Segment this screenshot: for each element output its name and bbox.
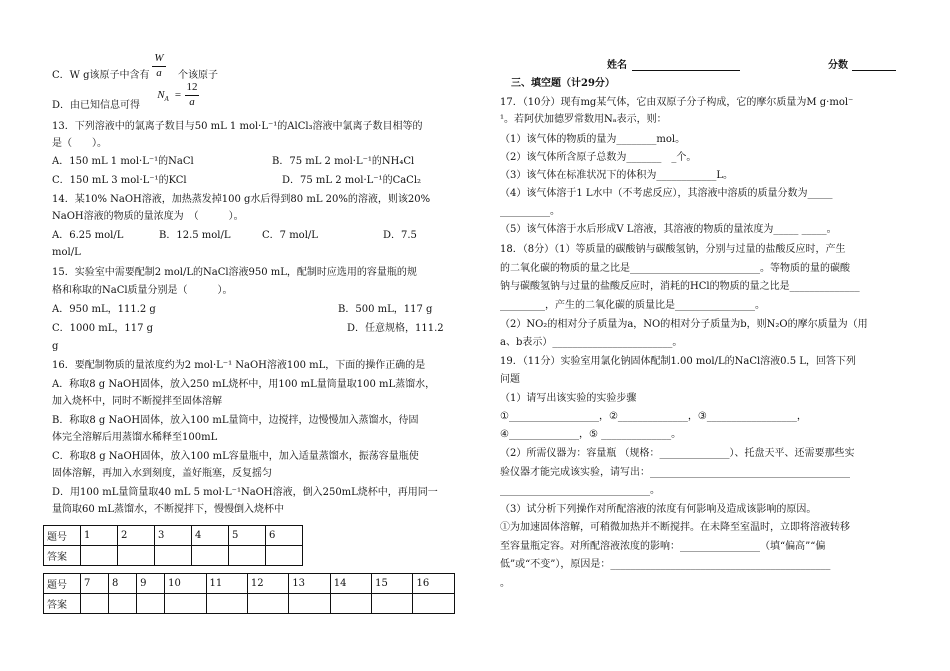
- answer-cell[interactable]: [81, 594, 109, 614]
- q17-sub5: （5）该气体溶于水后形成V L溶液，其溶液的物质的量浓度为_____ _____。: [500, 224, 837, 235]
- q13-option-c: C．150 mL 3 mol·L⁻¹的KCl: [52, 175, 187, 186]
- q19-sub3-line2: 至容量瓶定容。对所配溶液浓度的影响：________________（填“偏高”“偏: [500, 541, 826, 552]
- option-c-prefix: C．W g该原子中含有: [52, 70, 150, 81]
- table-cell: 5: [229, 526, 266, 546]
- q18-line6: a、b表示）________________________。: [500, 337, 683, 348]
- q19-sub3-line1: ①为加速固体溶解，可稍微加热并不断搅拌。在未降至室温时，立即将溶液转移: [500, 522, 850, 533]
- q14-line2: NaOH溶液的物质的量浓度为 （ ）。: [52, 211, 244, 222]
- table-cell: 12: [247, 574, 288, 594]
- q16-option-a1: A．称取8 g NaOH固体，放入250 mL烧杯中，用100 mL量筒量取100 mL蒸馏水，: [52, 379, 436, 390]
- q19-sub3-line4: 。: [500, 578, 510, 589]
- q13-option-a: A．150 mL 1 mol·L⁻¹的NaCl: [52, 156, 194, 167]
- q13-option-b: B．75 mL 2 mol·L⁻¹的NH₄Cl: [272, 156, 415, 167]
- q17-sub4-cont: __________。: [500, 206, 560, 217]
- table-cell: 9: [137, 574, 165, 594]
- q13-option-d: D．75 mL 2 mol·L⁻¹的CaCl₂: [282, 175, 422, 186]
- q16-option-c2: 固体溶解，再加入水到刻度，盖好瓶塞，反复摇匀: [52, 468, 272, 479]
- q17-line2: ¹。若阿伏加德罗常数用Nₐ表示，则：: [500, 114, 667, 125]
- q17-sub2: （2）该气体所含原子总数为_______ _个。: [500, 152, 697, 163]
- q15-option-d-unit: g: [52, 341, 59, 352]
- q16-option-a2: 加入烧杯中，同时不断搅拌至固体溶解: [52, 396, 222, 407]
- q17-sub4: （4）该气体溶于1 L水中（不考虑反应），其溶液中溶质的质量分数为_____: [500, 188, 833, 199]
- score-field[interactable]: [852, 70, 896, 71]
- table-row-header: [44, 574, 455, 594]
- score-label: 分数: [828, 60, 848, 71]
- q14-option-c: C．7 mol/L: [262, 230, 318, 241]
- q15-option-a: A．950 mL，111.2 g: [52, 304, 156, 315]
- answer-cell[interactable]: [137, 594, 165, 614]
- table-row-answers: [44, 546, 303, 566]
- table-cell: 3: [155, 526, 192, 546]
- q19-steps-line2: ④______________，⑤ ______________。: [500, 429, 682, 440]
- q16-option-b1: B．称取8 g NaOH固体，放入100 mL量筒中，边搅拌，边慢慢加入蒸馏水，待固: [52, 415, 419, 426]
- q16-option-d2: 量筒取60 mL蒸馏水，不断搅拌下，慢慢倒入烧杯中: [52, 504, 285, 515]
- table-cell: 10: [165, 574, 206, 594]
- section-title: 三、填空题（计29分）: [511, 78, 615, 89]
- q13-line2: 是（ ）。: [52, 138, 107, 149]
- q18-line5: （2）NO₂的相对分子质量为a，NO的相对分子质量为b，则N₂O的摩尔质量为（用: [500, 319, 868, 330]
- q14-option-d-unit: mol/L: [52, 247, 81, 258]
- table-cell: 2: [118, 526, 155, 546]
- answer-cell[interactable]: [192, 546, 229, 566]
- table-row-header: [44, 526, 303, 546]
- option-d-prefix: D．由已知信息可得: [52, 100, 141, 111]
- answer-cell[interactable]: [266, 546, 303, 566]
- q19-line2: 问题: [500, 374, 520, 385]
- answer-cell[interactable]: [289, 594, 330, 614]
- q19-sub2-line1: （2）所需仪器为：容量瓶 （规格：______________）、托盘天平、还需要那些实: [500, 448, 855, 459]
- table-cell: 1: [81, 526, 118, 546]
- answer-cell[interactable]: [81, 546, 118, 566]
- q19-sub2-line3: ______________________________。: [500, 485, 660, 496]
- answer-table-1: [43, 525, 303, 566]
- q14-option-d: D．7.5: [383, 230, 417, 241]
- q15-option-d: D．任意规格，111.2: [347, 323, 444, 334]
- q15-option-c: C．1000 mL，117 g: [52, 323, 154, 334]
- q19-steps-line1: ①__________________，②______________，③__________________，: [500, 411, 807, 422]
- q13-line1: 13．下列溶液中的氯离子数目与50 mL 1 mol·L⁻¹的AlCl₃溶液中氯离子数目相等的: [52, 121, 423, 132]
- q14-line1: 14．某10% NaOH溶液，加热蒸发掉100 g水后得到80 mL 20%的溶液，则该20%: [52, 194, 431, 205]
- table-cell: 8: [109, 574, 137, 594]
- formula-n: $N_A$: [157, 89, 169, 104]
- name-field[interactable]: [632, 70, 740, 71]
- table-cell: 14: [330, 574, 371, 594]
- q15-option-b: B．500 mL，117 g: [338, 304, 433, 315]
- answer-cell[interactable]: [206, 594, 247, 614]
- q16-option-c1: C．称取8 g NaOH固体，放入100 mL容量瓶中，加入适量蒸馏水，振荡容量瓶使: [52, 451, 419, 462]
- table-row-answers: [44, 594, 455, 614]
- option-c-suffix: 个该原子: [178, 70, 218, 81]
- q19-sub2-line2: 验仪器才能完成该实验，请写出：________________________________________: [500, 467, 850, 478]
- table-cell: 15: [372, 574, 413, 594]
- name-label: 姓名: [607, 60, 627, 71]
- q18-line1: 18．（8分）（1）等质量的碳酸钠与碳酸氢钠，分别与过量的盐酸反应时，产生: [500, 244, 846, 255]
- q16-line1: 16．要配制物质的量浓度约为2 mol·L⁻¹ NaOH溶液100 mL，下面的操作正确的是: [52, 360, 426, 371]
- formula-equals: =: [174, 89, 182, 101]
- table-cell: 16: [413, 574, 455, 594]
- formula-numerator-12: 12: [186, 81, 198, 93]
- table-cell: 题号: [44, 526, 81, 546]
- q19-sub3-line3: 低”或“不变”），原因是：____________________________________________: [500, 559, 831, 570]
- q15-line1: 15．实验室中需要配制2 mol/L的NaCl溶液950 mL，配制时应选用的容量瓶的规: [52, 267, 417, 278]
- table-cell: 13: [289, 574, 330, 594]
- q17-sub3: （3）该气体在标准状况下的体积为____________L。: [500, 170, 734, 181]
- answer-cell[interactable]: [372, 594, 413, 614]
- table-cell: 答案: [44, 594, 81, 614]
- fraction-numerator-w: W: [154, 52, 164, 64]
- table-cell: 题号: [44, 574, 81, 594]
- q19-sub3: （3）试分析下列操作对所配溶液的浓度有何影响及造成该影响的原因。: [500, 504, 817, 515]
- q17-line1: 17．（10分）现有mg某气体，它由双原子分子构成，它的摩尔质量为M g·mol⁻: [500, 97, 854, 108]
- table-cell: 7: [81, 574, 109, 594]
- q16-option-d1: D．用100 mL量筒量取40 mL 5 mol·L⁻¹NaOH溶液，倒入250mL烧杯中，再用同一: [52, 487, 438, 498]
- q14-option-b: B．12.5 mol/L: [159, 230, 231, 241]
- q18-line4: _________，产生的二氧化碳的质量比是________________。: [500, 300, 765, 311]
- table-cell: 4: [192, 526, 229, 546]
- answer-cell[interactable]: [118, 546, 155, 566]
- answer-cell[interactable]: [109, 594, 137, 614]
- q19-line1: 19．（11分）实验室用氯化钠固体配制1.00 mol/L的NaCl溶液0.5 L，回答下列: [500, 356, 856, 367]
- answer-cell[interactable]: [165, 594, 206, 614]
- table-cell: 11: [206, 574, 247, 594]
- q19-sub1: （1）请写出该实验的实验步骤: [500, 393, 637, 404]
- q15-line2: 格和称取的NaCl质量分别是（ ）。: [52, 285, 233, 296]
- q18-line3: 钠与碳酸氢钠与过量的盐酸反应时，消耗的HCl的物质的量之比是______________: [500, 281, 860, 292]
- q17-sub1: （1）该气体的物质的量为________mol。: [500, 134, 686, 145]
- q16-option-b2: 体完全溶解后用蒸馏水稀释至100mL: [52, 432, 218, 443]
- table-cell: 答案: [44, 546, 81, 566]
- answer-cell[interactable]: [247, 594, 288, 614]
- formula-denominator-a: a: [189, 96, 195, 108]
- answer-table-2: [43, 573, 455, 614]
- answer-cell[interactable]: [155, 546, 192, 566]
- q18-line2: 的二氧化碳的物质的量之比是__________________________。等物质的量的碳酸: [500, 263, 850, 274]
- answer-cell[interactable]: [413, 594, 455, 614]
- fraction-denominator-a: a: [156, 67, 162, 79]
- answer-cell[interactable]: [330, 594, 371, 614]
- table-cell: 6: [266, 526, 303, 546]
- q14-option-a: A．6.25 mol/L: [52, 230, 124, 241]
- answer-cell[interactable]: [229, 546, 266, 566]
